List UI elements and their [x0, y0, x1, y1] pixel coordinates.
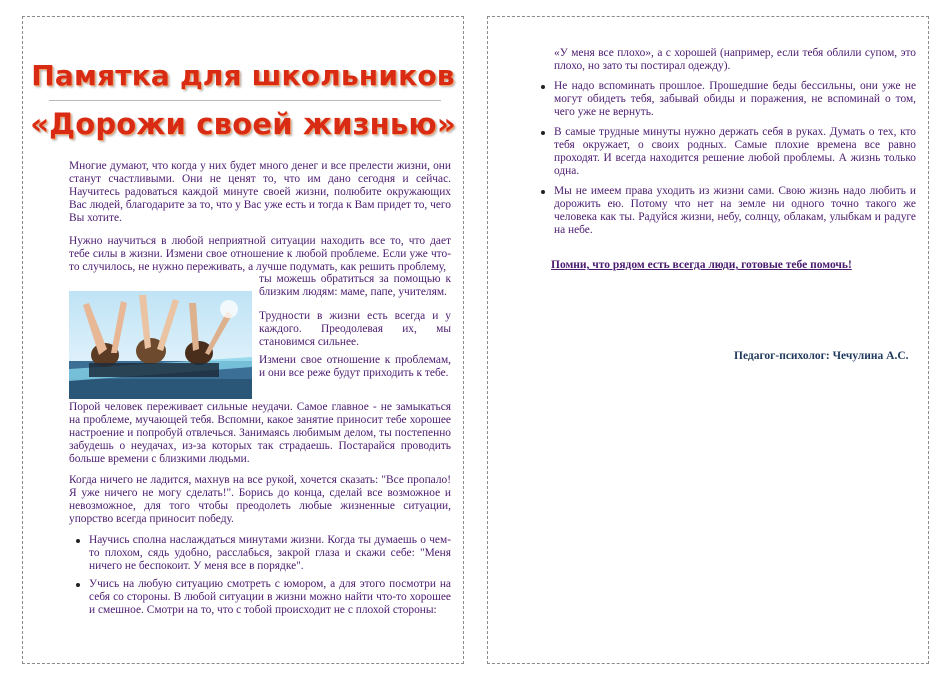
page-left	[22, 16, 464, 664]
bullet-love-life: Мы не имеем права уходить из жизни сами. Свою жизнь надо любить и дорожить ею. Потому что нет на земле ни одного точно такого же человека как ты. Радуйся жизни, небу, солнцу, облакам, улыбкам и радуге на небе.	[554, 185, 916, 236]
page-right	[487, 16, 929, 664]
intro-paragraph: Многие думают, что когда у них будет много денег и все прелести жизни, они станут счастливыми. Они не ценят то, что им дано сегодня и сейчас. Научитесь радоваться каждой минуте своей жизни, полюбите окружающих Вас людей, благодарите за то, что у Вас уже есть и тогда к Вам придет то, чего Вы хотите.	[69, 160, 451, 224]
paragraph-change-attitude: Измени свое отношение к проблемам, и они все реже будут приходить к тебе.	[259, 354, 451, 379]
bullet-dot	[76, 583, 80, 587]
paragraph-continuation: «У меня все плохо», а с хорошей (например, если тебя облили супом, это плохо, но зато ты постирал одежду).	[554, 47, 916, 72]
bullet-hold-on: В самые трудные минуты нужно держать себя в руках. Думать о тех, кто тебя окружает, о своих родных. Самые плохие времена все равно проходят. И всегда находится решение любой проблемы. А жизнь только одна.	[554, 126, 916, 177]
bullet-humor: Учись на любую ситуацию смотреть с юмором, а для этого посмотри на себя со стороны. В любой ситуации в жизни можно найти что-то хорошее и смешное. Смотри на то, что с тобой происходит не с плохой стороны:	[89, 578, 451, 616]
bullet-dot	[541, 85, 545, 89]
bullet-forget-past: Не надо вспоминать прошлое. Прошедшие беды бессильны, они уже не могут обидеть тебя, забывай обиды и поражения, не вспоминай о том, чего уже не вернуть.	[554, 80, 916, 118]
bullet-dot	[541, 190, 545, 194]
photo-happy-friends	[69, 291, 252, 399]
paragraph-never-give-up: Когда ничего не ладится, махнув на все рукой, хочется сказать: "Все пропало! Я уже ничего не могу сделать!". Борись до конца, сделай все возможное и невозможное, для того чтобы преодолеть любые жизненные ситуации, упорство всегда приносит победу.	[69, 474, 451, 525]
closing-message: Помни, что рядом есть всегда люди, готовые тебе помочь!	[551, 259, 852, 271]
paragraph-difficulties: Трудности в жизни есть всегда и у каждого. Преодолевая их, мы становимся сильнее.	[259, 310, 451, 348]
author-signature: Педагог-психолог: Чечулина А.С.	[734, 350, 909, 362]
bullet-enjoy-life: Научись сполна наслаждаться минутами жизни. Когда ты думаешь о чем-то плохом, сядь удобно, расслабься, закрой глаза и скажи себе: "Меня ничего не беспокоит. У меня все в порядке".	[89, 534, 451, 572]
bullet-dot	[541, 131, 545, 135]
title-line-1: Памятка для школьников	[31, 59, 455, 92]
title-divider	[49, 100, 441, 101]
paragraph-ask-for-help: ты можешь обратиться за помощью к близким людям: маме, папе, учителям.	[259, 273, 451, 298]
paragraph-situations: Нужно научиться в любой неприятной ситуации находить все то, что дает тебе силы в жизни. Измени свое отношение к любой проблеме. Если уже что-то случилось, не нужно переживать, а лучше подумать, как решить проблему,	[69, 235, 451, 273]
title-line-2: «Дорожи своей жизнью»	[30, 107, 456, 141]
paragraph-failures: Порой человек переживает сильные неудачи. Самое главное - не замыкаться на проблеме, мучающей тебя. Вспомни, какое занятие приносит тебе хорошее настроение и попробуй отвлечься. Занимаясь любимым делом, ты постепенно забудешь о неудачах, из-за которых так страдаешь. Постарайся проводить больше времени с близкими людьми.	[69, 401, 451, 465]
bullet-dot	[76, 539, 80, 543]
